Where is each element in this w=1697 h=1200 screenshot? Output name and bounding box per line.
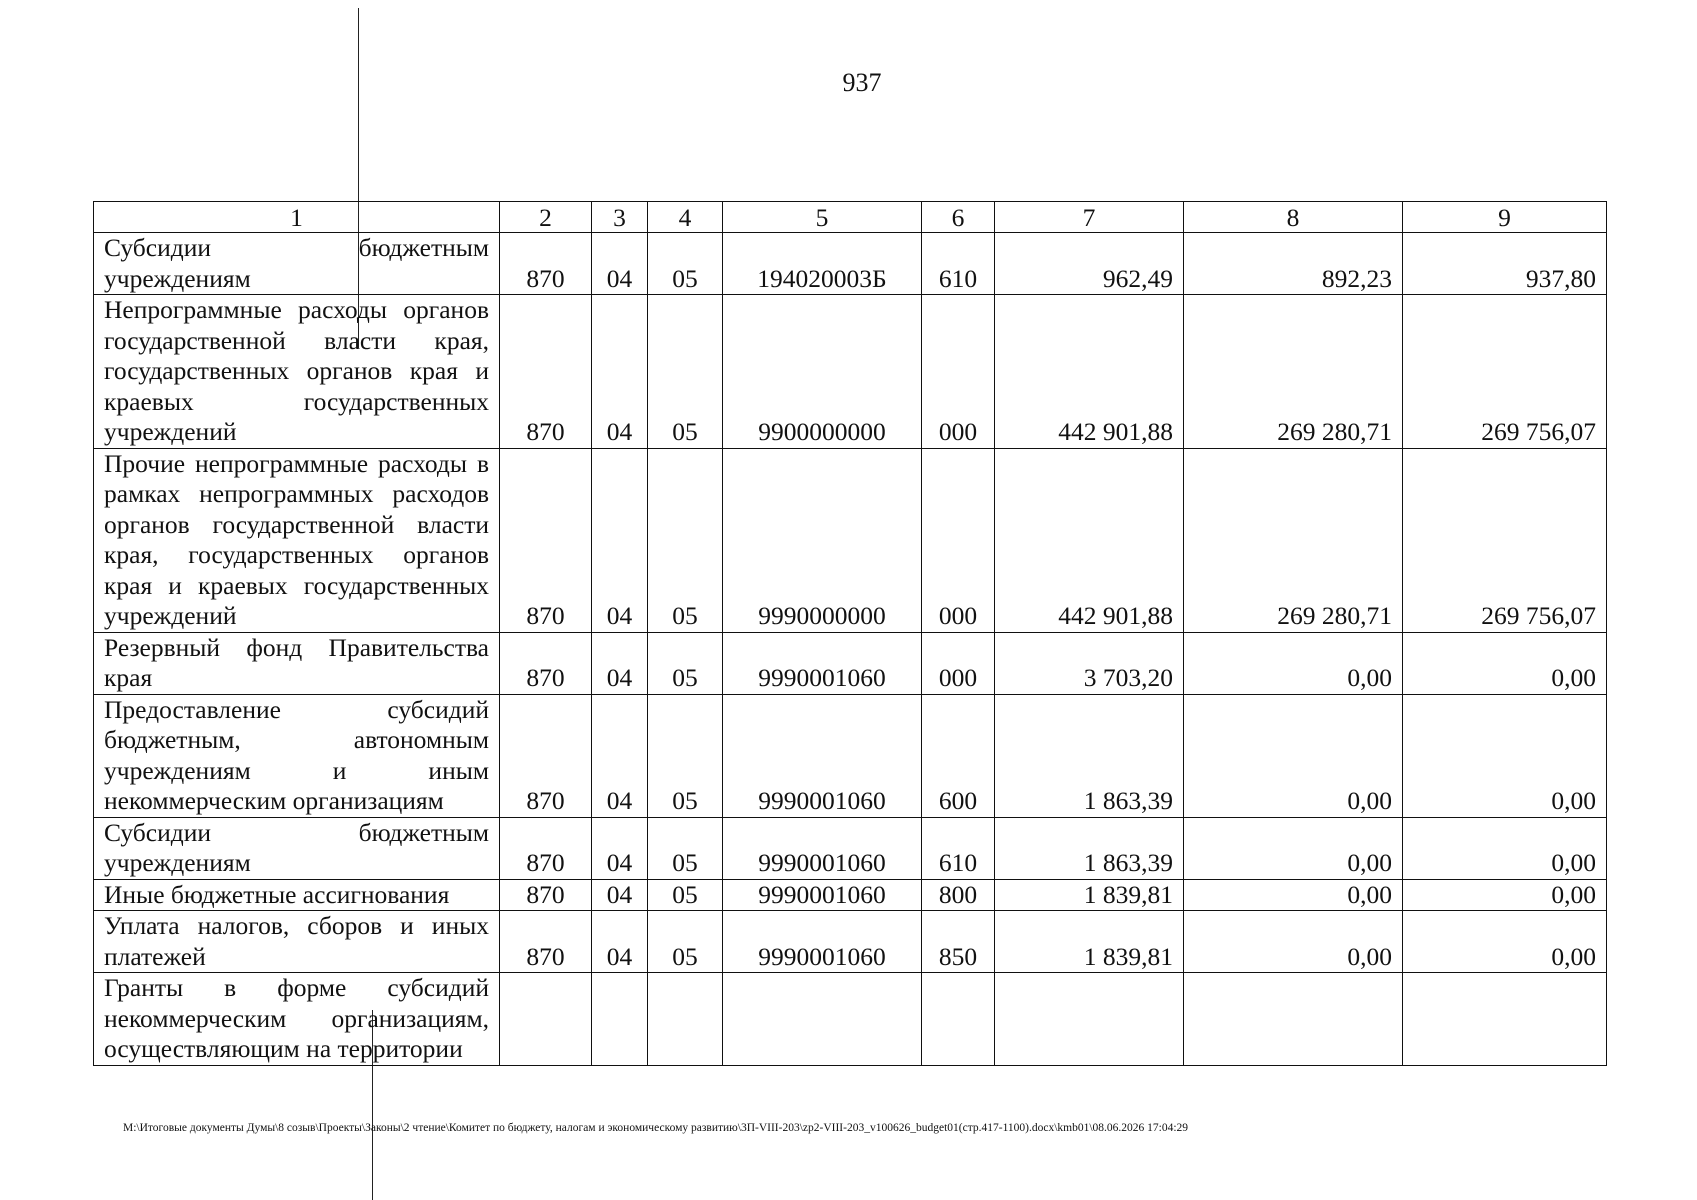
subsection-cell: 05 bbox=[648, 911, 723, 973]
amount-cell: 269 756,07 bbox=[1403, 295, 1607, 449]
row-name-cell: Непрограммные расходы органов государственной власти края, государственных органов края и краевых государственных учреждений bbox=[94, 295, 500, 449]
amount-cell bbox=[1184, 973, 1403, 1066]
admin-code-cell bbox=[500, 973, 592, 1066]
column-header: 3 bbox=[592, 202, 648, 233]
expense-type-cell: 610 bbox=[922, 817, 995, 879]
page-number: 937 bbox=[842, 68, 882, 97]
subsection-cell: 05 bbox=[648, 879, 723, 911]
row-name-cell: Субсидии бюджетным учреждениям bbox=[94, 817, 500, 879]
amount-cell: 0,00 bbox=[1403, 879, 1607, 911]
amount-cell: 892,23 bbox=[1184, 233, 1403, 295]
table-row bbox=[94, 973, 1607, 1066]
table-row bbox=[94, 911, 1607, 973]
document-path-footer: M:\Итоговые документы Думы\8 созыв\Проекты\Законы\2 чтение\Комитет по бюджету, налогам и экономическому развитию\3П-VIII-203\zp2-VIII-203_v100626_budget01(стр.417-1100).docx\kmb01\08.06.2026 17:04:29 bbox=[123, 1122, 1189, 1134]
amount-cell: 1 863,39 bbox=[995, 817, 1184, 879]
expense-type-cell: 000 bbox=[922, 295, 995, 449]
section-cell: 04 bbox=[592, 295, 648, 449]
expense-type-cell: 850 bbox=[922, 911, 995, 973]
column-header: 7 bbox=[995, 202, 1184, 233]
expense-type-cell: 800 bbox=[922, 879, 995, 911]
row-name-cell: Гранты в форме субсидий некоммерческим организациям, осуществляющим на территории bbox=[94, 973, 500, 1066]
section-cell: 04 bbox=[592, 879, 648, 911]
subsection-cell: 05 bbox=[648, 694, 723, 817]
admin-code-cell: 870 bbox=[500, 694, 592, 817]
target-code-cell: 194020003Б bbox=[723, 233, 922, 295]
section-cell: 04 bbox=[592, 233, 648, 295]
amount-cell: 0,00 bbox=[1403, 911, 1607, 973]
table-row bbox=[94, 694, 1607, 817]
table-header-row bbox=[94, 202, 1607, 233]
amount-cell: 3 703,20 bbox=[995, 632, 1184, 694]
amount-cell: 962,49 bbox=[995, 233, 1184, 295]
section-cell: 04 bbox=[592, 817, 648, 879]
admin-code-cell: 870 bbox=[500, 233, 592, 295]
expense-type-cell: 610 bbox=[922, 233, 995, 295]
amount-cell: 0,00 bbox=[1403, 817, 1607, 879]
target-code-cell: 9900000000 bbox=[723, 295, 922, 449]
amount-cell: 442 901,88 bbox=[995, 448, 1184, 632]
expense-type-cell: 600 bbox=[922, 694, 995, 817]
admin-code-cell: 870 bbox=[500, 448, 592, 632]
admin-code-cell: 870 bbox=[500, 817, 592, 879]
row-name-cell: Уплата налогов, сборов и иных платежей bbox=[94, 911, 500, 973]
target-code-cell: 9990001060 bbox=[723, 911, 922, 973]
row-name-cell: Прочие непрограммные расходы в рамках непрограммных расходов органов государственной власти края, государственных органов края и краевых государственных учреждений bbox=[94, 448, 500, 632]
expense-type-cell: 000 bbox=[922, 448, 995, 632]
table-row bbox=[94, 632, 1607, 694]
subsection-cell: 05 bbox=[648, 632, 723, 694]
column-header: 8 bbox=[1184, 202, 1403, 233]
amount-cell: 0,00 bbox=[1403, 694, 1607, 817]
table-row bbox=[94, 295, 1607, 449]
section-cell: 04 bbox=[592, 632, 648, 694]
admin-code-cell: 870 bbox=[500, 911, 592, 973]
row-name-cell: Предоставление субсидий бюджетным, автономным учреждениям и иным некоммерческим организациям bbox=[94, 694, 500, 817]
expense-type-cell: 000 bbox=[922, 632, 995, 694]
amount-cell: 1 839,81 bbox=[995, 879, 1184, 911]
admin-code-cell: 870 bbox=[500, 879, 592, 911]
subsection-cell: 05 bbox=[648, 295, 723, 449]
table-row bbox=[94, 448, 1607, 632]
column-header: 5 bbox=[723, 202, 922, 233]
amount-cell: 0,00 bbox=[1184, 694, 1403, 817]
amount-cell: 269 280,71 bbox=[1184, 295, 1403, 449]
table-row bbox=[94, 233, 1607, 295]
column-header: 1 bbox=[94, 202, 500, 233]
row-name-cell: Резервный фонд Правительства края bbox=[94, 632, 500, 694]
amount-cell bbox=[995, 973, 1184, 1066]
amount-cell: 442 901,88 bbox=[995, 295, 1184, 449]
column-header: 2 bbox=[500, 202, 592, 233]
column-header: 9 bbox=[1403, 202, 1607, 233]
amount-cell: 1 863,39 bbox=[995, 694, 1184, 817]
target-code-cell: 9990000000 bbox=[723, 448, 922, 632]
target-code-cell: 9990001060 bbox=[723, 632, 922, 694]
row-name-cell: Иные бюджетные ассигнования bbox=[94, 879, 500, 911]
amount-cell: 269 756,07 bbox=[1403, 448, 1607, 632]
table-row bbox=[94, 879, 1607, 911]
admin-code-cell: 870 bbox=[500, 295, 592, 449]
section-cell: 04 bbox=[592, 694, 648, 817]
target-code-cell bbox=[723, 973, 922, 1066]
target-code-cell: 9990001060 bbox=[723, 817, 922, 879]
subsection-cell bbox=[648, 973, 723, 1066]
target-code-cell: 9990001060 bbox=[723, 694, 922, 817]
subsection-cell: 05 bbox=[648, 233, 723, 295]
column-header: 4 bbox=[648, 202, 723, 233]
amount-cell: 937,80 bbox=[1403, 233, 1607, 295]
budget-table bbox=[93, 201, 1607, 1066]
row-name-cell: Субсидии бюджетным учреждениям bbox=[94, 233, 500, 295]
amount-cell: 0,00 bbox=[1184, 911, 1403, 973]
amount-cell: 0,00 bbox=[1184, 632, 1403, 694]
subsection-cell: 05 bbox=[648, 448, 723, 632]
section-cell bbox=[592, 973, 648, 1066]
column-header: 6 bbox=[922, 202, 995, 233]
table-row bbox=[94, 817, 1607, 879]
target-code-cell: 9990001060 bbox=[723, 879, 922, 911]
section-cell: 04 bbox=[592, 911, 648, 973]
amount-cell: 0,00 bbox=[1184, 817, 1403, 879]
amount-cell bbox=[1403, 973, 1607, 1066]
section-cell: 04 bbox=[592, 448, 648, 632]
admin-code-cell: 870 bbox=[500, 632, 592, 694]
amount-cell: 1 839,81 bbox=[995, 911, 1184, 973]
amount-cell: 0,00 bbox=[1403, 632, 1607, 694]
subsection-cell: 05 bbox=[648, 817, 723, 879]
amount-cell: 0,00 bbox=[1184, 879, 1403, 911]
amount-cell: 269 280,71 bbox=[1184, 448, 1403, 632]
expense-type-cell bbox=[922, 973, 995, 1066]
